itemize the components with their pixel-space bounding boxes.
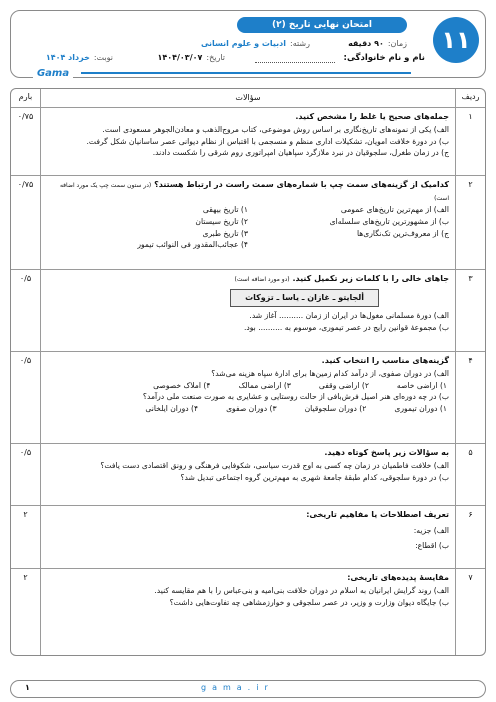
question-title: به سؤالات زیر پاسخ کوتاه دهید. (324, 448, 449, 458)
header-divider (81, 72, 411, 74)
question-item-a: الف) جزیه: (413, 525, 449, 535)
time-label: زمان: (387, 39, 407, 48)
column-score-header: بارم (11, 89, 41, 107)
options-b (47, 403, 449, 415)
matching-left-column (47, 204, 248, 251)
gama-logo: Gama (33, 67, 73, 79)
field-value: ادبیات و علوم انسانی (200, 39, 287, 48)
question-body (41, 108, 455, 175)
question-number: ۶ (455, 506, 485, 568)
question-number: ۲ (455, 176, 485, 269)
question-body (41, 444, 455, 505)
question-row-7 (11, 569, 485, 655)
question-body (41, 352, 455, 443)
option[interactable]: ۴) املاک خصوصی (153, 380, 211, 390)
question-body (41, 270, 455, 351)
question-title (47, 273, 449, 285)
question-row-5 (11, 444, 485, 506)
exam-header (10, 10, 486, 78)
option[interactable]: ۱) اراضی خاصه (396, 380, 447, 390)
option[interactable]: ۲) دوران سلجوقیان (304, 404, 367, 414)
options-a (47, 380, 449, 392)
matching-columns (47, 204, 449, 251)
question-number: ۳ (455, 270, 485, 351)
option[interactable]: ۳) دوران صفوی (226, 404, 277, 414)
question-score: ۰/۷۵ (11, 176, 41, 269)
exam-page (10, 10, 486, 692)
question-title (47, 179, 449, 204)
option[interactable]: ۱) دوران تیموری (394, 404, 447, 414)
date-value: ۱۴۰۴/۰۳/۰۷ (157, 53, 203, 62)
question-number: ۱ (455, 108, 485, 175)
question-row-3 (11, 270, 485, 352)
question-note: (دو مورد اضافه است) (234, 276, 290, 284)
student-name-field[interactable] (255, 55, 335, 63)
grade-badge: ۱۱ (433, 17, 479, 63)
question-item-b: ب) در دورهٔ سلجوقی، کدام طبقهٔ جامعهٔ شهری به مهم‌ترین گروه اجتماعی تبدیل شد؟ (180, 472, 449, 482)
question-row-4 (11, 352, 485, 444)
question-row-6 (11, 506, 485, 569)
question-score: ۲ (11, 569, 41, 655)
column-question-header: سؤالات (235, 93, 261, 102)
question-note: (در ستون سمت چپ یک مورد اضافه است) (59, 182, 449, 202)
column-number-header: ردیف (455, 89, 485, 107)
question-score: ۰/۷۵ (11, 108, 41, 175)
time-row (348, 39, 407, 48)
match-left-item: ۴) عجائب‌المقدور فی النوائب تیمور (137, 240, 248, 250)
question-score: ۰/۵ (11, 352, 41, 443)
question-item-a: الف) در دوران صفوی، از درآمد کدام زمین‌ها برای ادارهٔ سپاه هزینه می‌شد؟ (211, 368, 449, 378)
question-title: تعریف اصطلاحات یا مفاهیم تاریخی: (306, 510, 449, 520)
table-header-row (11, 89, 485, 108)
match-right-item: الف) از مهم‌ترین تاریخ‌های عمومی (340, 205, 449, 215)
question-score: ۲ (11, 506, 41, 568)
question-item-b: ب) در چه دوره‌ای هنر اصیل فرش‌بافی از حالت روستایی و عشایری به صورت صنعت ملی درآمد؟ (142, 392, 449, 402)
page-number: ۱ (25, 683, 30, 692)
question-score: ۰/۵ (11, 444, 41, 505)
footer-website[interactable]: gama.ir (201, 683, 274, 692)
option[interactable]: ۴) دوران ایلخانی (145, 404, 199, 414)
question-item-a: الف) روند گرایش ایرانیان به اسلام در دوران خلافت بنی‌امیه و بنی‌عباس را با هم مقایسه کنید. (154, 585, 449, 595)
question-row-2 (11, 176, 485, 270)
field-label: رشته: (290, 39, 310, 48)
match-left-item: ۳) تاریخ طبری (202, 228, 248, 238)
word-bank: ألجایتو ـ غازان ـ یاسا ـ تزوکات (230, 289, 379, 307)
option[interactable]: ۳) اراضی ممالک (238, 380, 291, 390)
questions-table (10, 88, 486, 656)
question-title: جمله‌های صحیح یا غلط را مشخص کنید. (295, 112, 449, 122)
date-label: تاریخ: (206, 53, 225, 62)
question-title-text: کدامیک از گزینه‌های سمت چپ با شماره‌های سمت راست در ارتباط هستند؟ (154, 180, 449, 190)
question-item-a: الف) یکی از نمونه‌های تاریخ‌نگاری بر اساس روش موضوعی، کتاب مروج‌الذهب و معادن‌الجوهر مسعودی است. (102, 124, 449, 134)
question-number: ۵ (455, 444, 485, 505)
question-title-text: جاهای خالی را با کلمات زیر تکمیل کنید. (292, 274, 449, 284)
question-item-b: ب) اقطاع: (415, 540, 449, 550)
matching-right-column (248, 204, 449, 251)
time-value: ۹۰ دقیقه (348, 39, 384, 48)
match-left-item: ۱) تاریخ بیهقی (202, 205, 248, 215)
question-item-c: ج) در زمان طغرل، سلجوقیان در نبرد ملازگرد سپاهیان امپراتوری روم شرقی را شکست دادند. (152, 148, 449, 158)
word-bank-wrapper (47, 286, 449, 310)
session-row (46, 53, 113, 62)
question-number: ۷ (455, 569, 485, 655)
exam-title: امتحان نهایی تاریخ (۲) (237, 17, 407, 33)
question-score: ۰/۵ (11, 270, 41, 351)
match-right-item: ج) از معروف‌ترین تک‌نگاری‌ها (356, 228, 449, 238)
question-number: ۴ (455, 352, 485, 443)
page-footer (10, 680, 486, 698)
session-value: خرداد ۱۴۰۴ (45, 53, 90, 62)
question-item-a: الف) خلافت فاطمیان در زمان چه کسی به اوج قدرت سیاسی، شکوفایی فرهنگی و رونق اقتصادی دست یافت؟ (100, 460, 449, 470)
match-right-item: ب) از مشهورترین تاریخ‌های سلسله‌ای (329, 216, 449, 226)
question-item-b: ب) جایگاه دیوان وزارت و وزیر، در عصر سلجوقی و خوارزمشاهی چه تفاوت‌هایی داشت؟ (169, 597, 449, 607)
question-body (41, 506, 455, 568)
question-item-a: الف) دورهٔ مسلمانی مغول‌ها در ایران از زمان .......... آغاز شد. (249, 311, 449, 321)
question-item-b: ب) مجموعهٔ قوانین رایج در عصر تیموری، موسوم به .......... بود. (243, 322, 449, 332)
question-title: مقایسهٔ پدیده‌های تاریخی: (347, 573, 449, 583)
student-name-label: نام و نام خانوادگی: (343, 53, 425, 63)
question-body (41, 176, 455, 269)
question-item-b: ب) در دورهٔ خلافت امویان، تشکیلات اداری منظم و منسجمی با اقتباس از نظام دیوانی عصر ساسانیان شکل گرفت. (86, 136, 449, 146)
match-left-item: ۲) تاریخ سیستان (195, 216, 248, 226)
field-row (201, 39, 310, 48)
question-title: گزینه‌های مناسب را انتخاب کنید. (321, 356, 449, 366)
date-row (157, 53, 225, 62)
question-row-1 (11, 108, 485, 176)
option[interactable]: ۲) اراضی وقفی (318, 380, 369, 390)
session-label: نوبت: (93, 53, 113, 62)
question-body (41, 569, 455, 655)
